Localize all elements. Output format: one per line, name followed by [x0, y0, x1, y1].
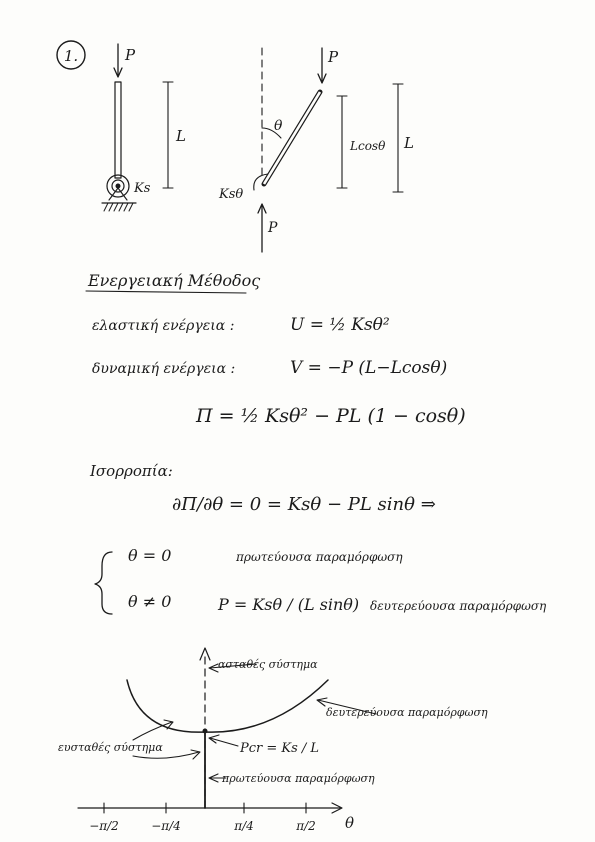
total-potential-eq: Π = ½ Ksθ² − PL (1 − cosθ) [196, 405, 466, 427]
stable-label-line1: ευσταθές σύστημα [58, 741, 163, 754]
pcr-label: Pcr = Ks / L [240, 741, 320, 756]
potential-energy-eq: V = −P (L−Lcosθ) [290, 358, 448, 378]
elastic-energy-eq: U = ½ Ksθ² [290, 315, 390, 335]
tick-label: π/4 [234, 819, 254, 833]
proj-length-label: Lcosθ [350, 139, 386, 153]
spring-label-left: Ks [134, 181, 151, 196]
spring-moment-label: Ksθ [219, 187, 244, 202]
tick-label: −π/2 [89, 819, 119, 833]
primary-label: πρωτεύουσα παραμόρφωση [222, 772, 375, 785]
elastic-energy-label: ελαστική ενέργεια : [92, 318, 235, 334]
stable-arrow-upper [133, 722, 172, 740]
potential-energy-label: δυναμική ενέργεια : [92, 361, 236, 377]
case2-label: δευτερεύουσα παραμόρφωση [370, 599, 547, 613]
problem-number: 1. [63, 47, 79, 65]
load-label-left: P [125, 46, 136, 64]
column-bar-left [115, 82, 121, 178]
equilibrium-heading: Ισορροπία: [90, 462, 173, 480]
unstable-label: ασταθές σύστημα [218, 658, 318, 671]
length-label-left: L [176, 127, 186, 145]
secondary-label: δευτερεύουσα παραμόρφωση [326, 706, 488, 719]
right-column-figure [218, 48, 414, 252]
case1-condition: θ = 0 [128, 546, 172, 565]
angle-label: θ [274, 118, 283, 134]
tick-label: −π/4 [151, 819, 181, 833]
heading-underline [86, 291, 246, 293]
left-column-figure [102, 44, 186, 211]
support-triangle [109, 188, 127, 200]
secondary-path-curve [127, 680, 328, 732]
load-label-right-top: P [328, 48, 339, 66]
ground-hatch [104, 203, 133, 211]
case-brace [95, 552, 112, 614]
energy-heading: Ενεργειακή Μέθοδος [88, 271, 261, 290]
axis-label: θ [345, 814, 355, 832]
case2-eq: P = Ksθ / (L sinθ) [218, 595, 360, 614]
bifurcation-point [203, 729, 208, 734]
tick-label: π/2 [296, 819, 316, 833]
case1-label: πρωτεύουσα παραμόρφωση [236, 550, 403, 564]
case2-condition: θ ≠ 0 [128, 592, 172, 611]
length-label-right: L [404, 134, 414, 152]
load-label-right-bottom: P [268, 220, 278, 236]
equilibrium-eq: ∂Π/∂θ = 0 = Ksθ − PL sinθ ⇒ [172, 494, 436, 515]
bifurcation-diagram [58, 648, 488, 833]
